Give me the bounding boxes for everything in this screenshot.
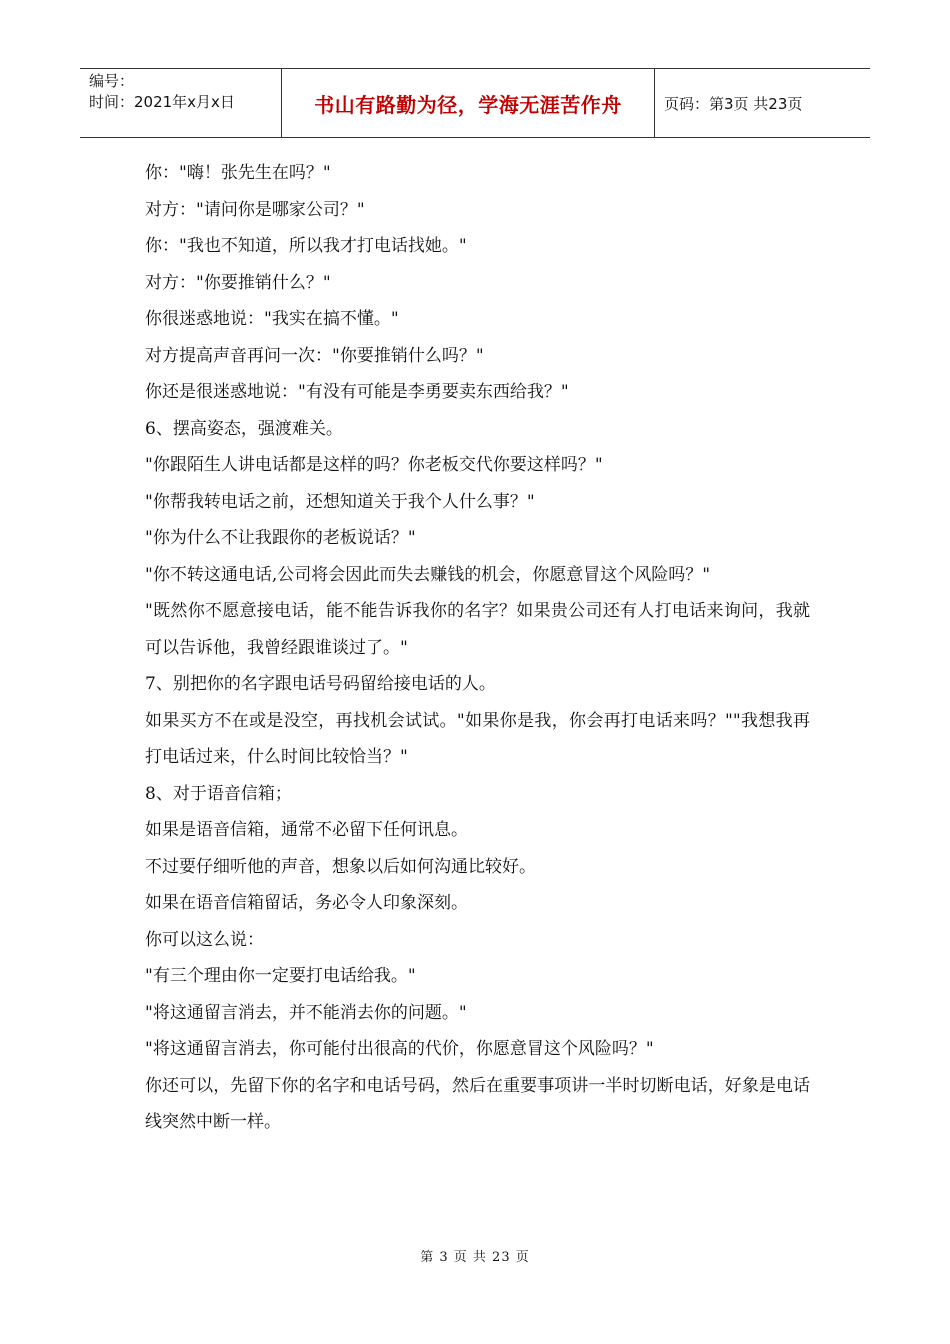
paragraph: 你很迷惑地说："我实在搞不懂。" (145, 309, 399, 329)
section-heading: 8、对于语音信箱； (145, 783, 292, 804)
page-footer: 第 3 页 共 23 页 (420, 1250, 530, 1265)
document-date: 时间：2021年x月x日 (89, 93, 235, 111)
section-heading: 6、摆高姿态，强渡难关。 (145, 418, 343, 439)
paragraph: 如果买方不在或是没空，再找机会试试。"如果你是我，你会再打电话来吗？""我想我再打电话过来，什么时间比较恰当？" (145, 710, 810, 767)
paragraph: 你还可以，先留下你的名字和电话号码，然后在重要事项讲一半时切断电话，好象是电话线突然中断一样。 (145, 1075, 810, 1132)
header-motto: 书山有路勤为径，学海无涯苦作舟 (282, 69, 655, 137)
paragraph: 你："我也不知道，所以我才打电话找她。" (145, 236, 467, 256)
paragraph: "你跟陌生人讲电话都是这样的吗？你老板交代你要这样吗？" (145, 455, 603, 475)
paragraph: 如果在语音信箱留话，务必令人印象深刻。 (145, 893, 468, 913)
paragraph: "有三个理由你一定要打电话给我。" (145, 966, 416, 986)
paragraph: 你："嗨！张先生在吗？" (145, 163, 331, 183)
paragraph: 对方："你要推销什么？" (145, 272, 331, 293)
paragraph: "将这通留言消去，并不能消去你的问题。" (145, 1002, 467, 1023)
paragraph: 不过要仔细听他的声音，想象以后如何沟通比较好。 (145, 856, 536, 877)
section-heading: 7、别把你的名字跟电话号码留给接电话的人。 (145, 674, 496, 694)
paragraph: "将这通留言消去，你可能付出很高的代价，你愿意冒这个风险吗？" (145, 1039, 654, 1059)
document-body (145, 155, 810, 1141)
header-meta (80, 69, 282, 137)
paragraph: 对方提高声音再问一次："你要推销什么吗？" (145, 345, 484, 366)
document-number: 编号： (89, 72, 135, 90)
paragraph: 你可以这么说： (145, 929, 264, 950)
paragraph: 你还是很迷惑地说："有没有可能是李勇要卖东西给我？" (145, 382, 569, 402)
page-header (80, 68, 870, 138)
paragraph: 如果是语音信箱，通常不必留下任何讯息。 (145, 820, 468, 840)
header-page-number: 页码：第3页 共23页 (664, 94, 803, 113)
paragraph: "既然你不愿意接电话，能不能告诉我你的名字？如果贵公司还有人打电话来询问，我就可以告诉他，我曾经跟谁谈过了。" (145, 601, 810, 658)
paragraph: 对方："请问你是哪家公司？" (145, 199, 365, 220)
paragraph: "你为什么不让我跟你的老板说话？" (145, 528, 416, 548)
paragraph: "你不转这通电话,公司将会因此而失去赚钱的机会，你愿意冒这个风险吗？" (145, 564, 711, 585)
paragraph: "你帮我转电话之前，还想知道关于我个人什么事？" (145, 491, 535, 512)
